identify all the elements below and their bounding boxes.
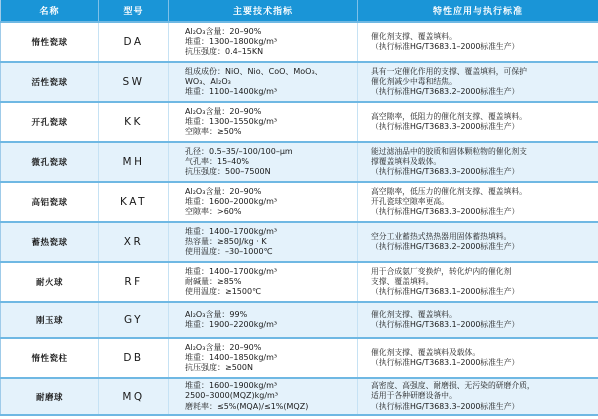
application-standard (358, 182, 598, 222)
spec-line: Al₂O₃含量：99% (185, 309, 248, 319)
spec-line: 2500–3000(MQZ)kg/m³ (185, 391, 279, 401)
application-standard (358, 62, 598, 102)
spec-line: 孔径：0.5–35/–100/100–μm (185, 146, 293, 156)
spec-line: 使用温度：≥1500℃ (185, 287, 262, 297)
spec-line: Al₂O₃含量：20–90% (185, 186, 262, 196)
application-standard (358, 302, 598, 338)
spec-line: WO₃、Al₂O₃ (185, 76, 231, 86)
header-model: 型号 (99, 0, 169, 22)
application-line: （执行标准HG/T3683.1–2000标准生产） (371, 42, 520, 51)
application-line: （执行标准HG/T3683.3–2000标准生产） (371, 207, 520, 217)
spec-line: 耐碱量：≥85% (185, 276, 242, 286)
application-standard (358, 142, 598, 182)
product-model-code: GY (99, 302, 169, 338)
application-line: 催化剂支撑、覆盖填料。 (371, 309, 457, 319)
technical-specs (169, 102, 358, 142)
technical-specs (169, 182, 358, 222)
spec-line: 抗压强度：0.4–15KN (185, 47, 264, 57)
technical-specs (169, 62, 358, 102)
spec-line: 抗压强度：500–7500N (185, 167, 271, 177)
product-name: 耐火球 (1, 262, 99, 302)
table-row (1, 182, 598, 222)
table-row (1, 378, 598, 415)
application-line: 撑覆盖填料及载体。 (371, 156, 442, 166)
table-row (1, 302, 598, 338)
product-name: 惰性瓷柱 (1, 338, 99, 378)
product-model-code: KK (99, 102, 169, 142)
product-name: 活性瓷球 (1, 62, 99, 102)
spec-line: 热容量：≥850J/kg · K (185, 236, 267, 246)
application-line: 具有一定催化作用的支撑、覆盖填料，可保护 (371, 66, 527, 76)
spec-line: 空隙率：>60% (185, 207, 242, 217)
technical-specs (169, 142, 358, 182)
spec-line: 气孔率：15–40% (185, 156, 249, 166)
application-line: （执行标准HG/T3683.2–2000标准生产） (371, 242, 520, 251)
application-line: 高空隙率，低压力的催化剂支撑、覆盖填料。 (371, 186, 527, 196)
spec-line: Al₂O₃含量：20–90% (185, 26, 262, 36)
header-name: 名称 (1, 0, 99, 22)
application-line: 高密度、高强度、耐磨损、无污染的研磨介质， (371, 381, 535, 391)
technical-specs (169, 338, 358, 378)
application-standard (358, 378, 598, 415)
product-model-code: KAT (99, 182, 169, 222)
spec-line: 堆重：1400–1850kg/m³ (185, 352, 278, 362)
product-name: 惰性瓷球 (1, 22, 99, 62)
application-standard (358, 102, 598, 142)
product-model-code: MH (99, 142, 169, 182)
application-standard (358, 22, 598, 62)
application-line: （执行标准HG/T3683.1–2000标准生产） (371, 320, 520, 329)
spec-line: 空隙率：≥50% (185, 127, 242, 137)
product-model-code: DA (99, 22, 169, 62)
table-row (1, 102, 598, 142)
spec-line: 抗压强度：≥500N (185, 363, 253, 373)
product-name: 蓄热瓷球 (1, 222, 99, 262)
technical-specs (169, 262, 358, 302)
application-line: 高空隙率，低阻力的催化剂支撑、覆盖填料。 (371, 111, 527, 121)
application-line: 催化剂支撑、覆盖填料及载体。 (371, 347, 481, 357)
product-model-code: RF (99, 262, 169, 302)
application-line: （执行标准HG/T3683.3–2000标准生产） (371, 401, 520, 411)
application-standard (358, 338, 598, 378)
spec-line: 堆重：1600–1900kg/m³ (185, 381, 278, 391)
table-header-row (1, 0, 598, 22)
spec-line: 堆重：1300–1800kg/m³ (185, 36, 278, 46)
product-model-code: XR (99, 222, 169, 262)
spec-line: Al₂O₃含量：20–90% (185, 106, 262, 116)
application-line: 空分工业蓄热式热热器用固体蓄热填料。 (371, 231, 512, 241)
application-line: 催化剂支撑、覆盖填料。 (371, 31, 457, 41)
spec-line: 堆重：1600–2000kg/m³ (185, 196, 278, 206)
technical-specs (169, 378, 358, 415)
product-model-code: SW (99, 62, 169, 102)
product-name: 刚玉球 (1, 302, 99, 338)
application-line: 支撑、覆盖填料。 (371, 276, 434, 286)
application-line: （执行标准HG/T3683.3–2000标准生产） (371, 122, 520, 131)
application-line: （执行标准HG/T3683.3–2000标准生产） (371, 167, 520, 177)
product-name: 开孔瓷球 (1, 102, 99, 142)
spec-line: 堆重：1300–1550kg/m³ (185, 116, 278, 126)
product-name: 耐磨球 (1, 378, 99, 415)
application-line: 用于合成氨厂变换炉，转化炉内的催化剂 (371, 266, 512, 276)
application-line: （执行标准HG/T3683.1–2000标准生产） (371, 358, 520, 367)
application-line: （执行标准HG/T3683.1–2000标准生产） (371, 287, 520, 297)
application-standard (358, 262, 598, 302)
technical-specs (169, 222, 358, 262)
table-row (1, 262, 598, 302)
spec-line: 磨耗率：≤5%(MQA)/≤1%(MQZ) (185, 401, 309, 411)
application-line: 开孔瓷球空隙率更高。 (371, 196, 449, 206)
spec-line: 堆重：1900–2200kg/m³ (185, 320, 278, 329)
table-row (1, 338, 598, 378)
product-name: 高铝瓷球 (1, 182, 99, 222)
application-line: （执行标准HG/T3683.2–2000标准生产） (371, 87, 520, 97)
table-row (1, 222, 598, 262)
technical-specs (169, 22, 358, 62)
spec-line: 使用温度：–30–1000℃ (185, 247, 273, 257)
spec-line: 组成成份：NiO、Nio、CoO、MoO₃、 (185, 66, 323, 76)
table-row (1, 22, 598, 62)
product-model-code: DB (99, 338, 169, 378)
application-line: 适用于各种研磨设备中。 (371, 391, 457, 401)
spec-line: 堆重：1400–1700kg/m³ (185, 226, 278, 236)
table-row (1, 142, 598, 182)
application-line: 能过滤油品中的胶质和固体颗粒物的催化剂支 (371, 146, 527, 156)
product-name: 微孔瓷球 (1, 142, 99, 182)
application-line: 催化剂减少中毒和结焦。 (371, 76, 457, 86)
header-specs: 主要技术指标 (169, 0, 358, 22)
table-row (1, 62, 598, 102)
technical-specs (169, 302, 358, 338)
spec-line: Al₂O₃含量：20–90% (185, 342, 262, 352)
spec-line: 堆重：1400–1700kg/m³ (185, 266, 278, 276)
product-model-code: MQ (99, 378, 169, 415)
header-application: 特性应用与执行标准 (358, 0, 598, 22)
spec-line: 堆重：1100–1400kg/m³ (185, 87, 278, 97)
application-standard (358, 222, 598, 262)
